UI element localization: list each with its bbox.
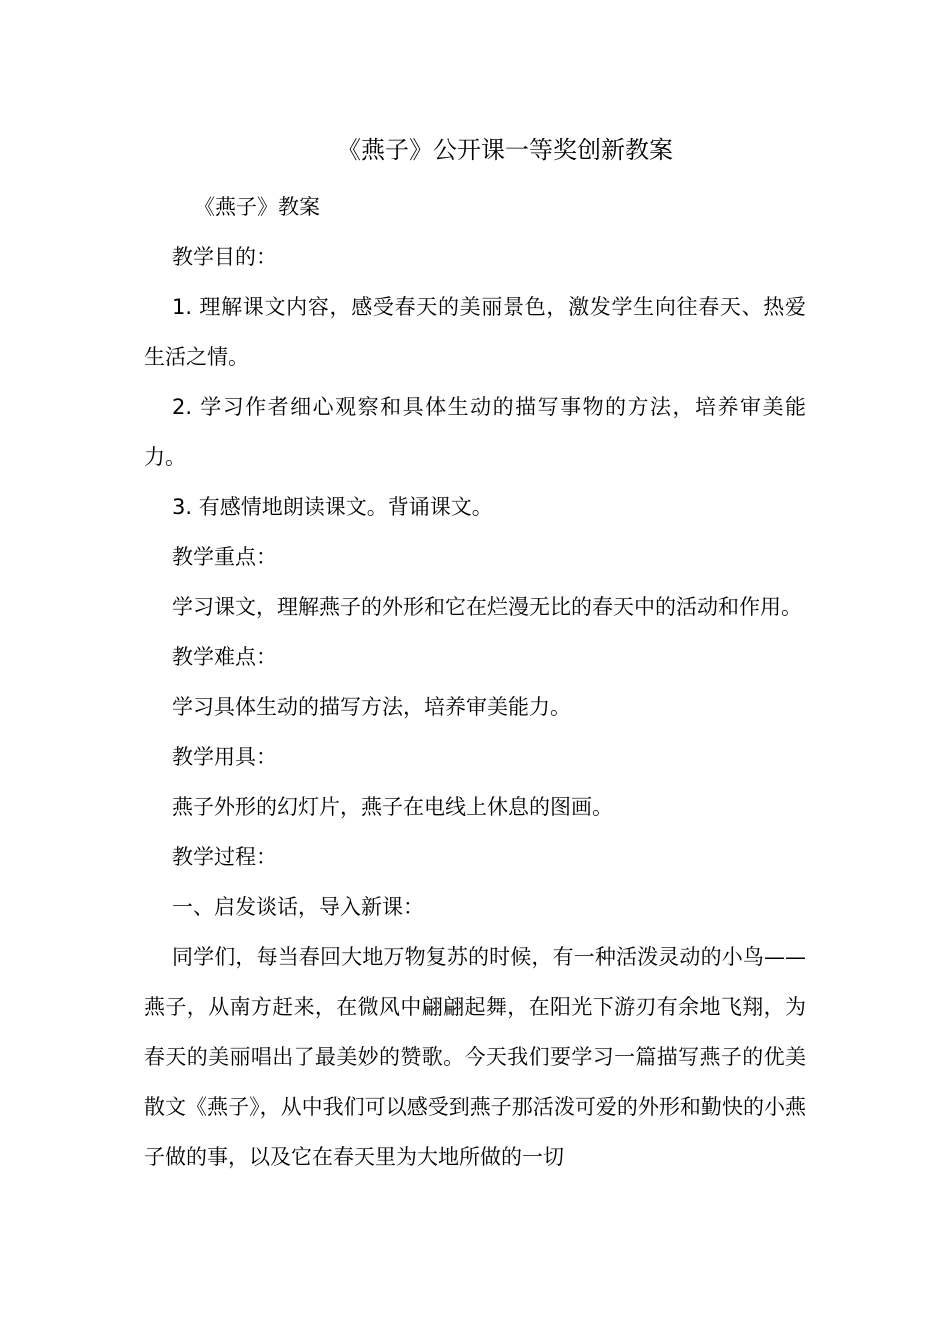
section-heading-materials: 教学用具：	[172, 745, 277, 769]
document-body	[144, 182, 806, 1182]
materials-text: 燕子外形的幻灯片，燕子在电线上休息的图画。	[172, 795, 613, 819]
key-points-text: 学习课文，理解燕子的外形和它在烂漫无比的春天中的活动和作用。	[172, 595, 802, 619]
process-step-1-heading: 一、启发谈话，导入新课：	[172, 895, 424, 919]
process-step-1-text: 同学们，每当春回大地万物复苏的时候，有一种活泼灵动的小鸟——燕子，从南方赶来，在微风中翩翩起舞，在阳光下游刃有余地飞翔，为春天的美丽唱出了最美妙的赞歌。今天我们要学习一篇描写燕子的优美散文《燕子》，从中我们可以感受到燕子那活泼可爱的外形和勤快的小燕子做的事，以及它在春天里为大地所做的一切	[144, 945, 806, 1169]
objective-item-3: 3. 有感情地朗读课文。背诵课文。	[172, 495, 493, 519]
subtitle: 《燕子》教案	[194, 195, 320, 219]
objective-item-2: 2. 学习作者细心观察和具体生动的描写事物的方法，培养审美能力。	[144, 395, 806, 469]
document-title: 《燕子》公开课一等奖创新教案	[337, 136, 673, 164]
section-heading-objectives: 教学目的：	[172, 245, 277, 269]
objective-item-1: 1. 理解课文内容，感受春天的美丽景色，激发学生向往春天、热爱生活之情。	[144, 295, 806, 369]
difficulties-text: 学习具体生动的描写方法，培养审美能力。	[172, 695, 571, 719]
section-heading-process: 教学过程：	[172, 845, 277, 869]
section-heading-difficulties: 教学难点：	[172, 645, 277, 669]
section-heading-key-points: 教学重点：	[172, 545, 277, 569]
